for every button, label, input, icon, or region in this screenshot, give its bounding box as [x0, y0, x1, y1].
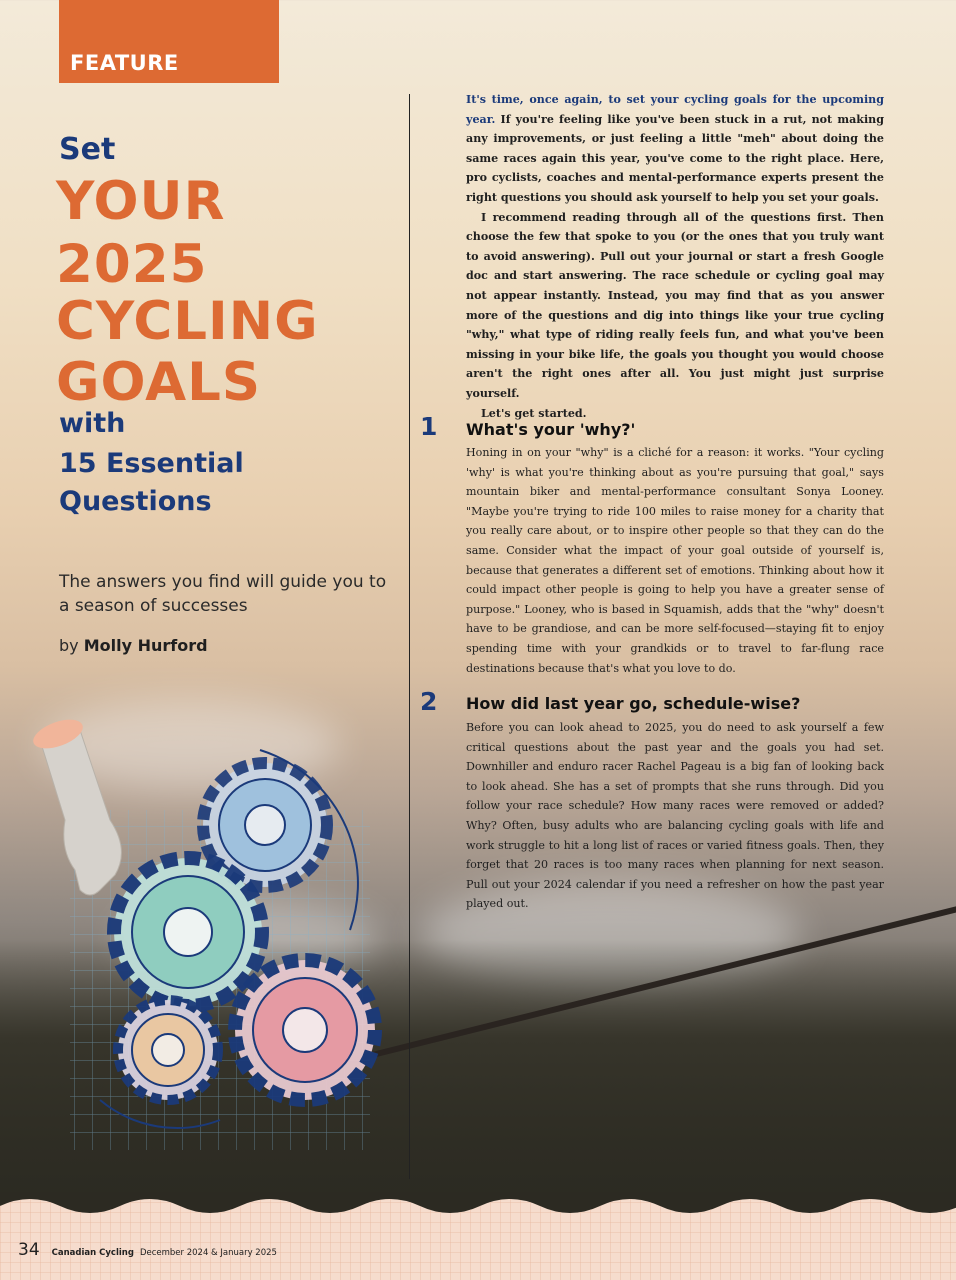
deck-text: The answers you find will guide you to a season of successes: [59, 572, 387, 616]
question-body-2: Before you can look ahead to 2025, you do need to ask yourself a few critical questions about the past year and the goals you had set. Downhiller and enduro racer Rachel Pageau is a big fan of looking back to look ahead. She has a set of prompts that she runs through. Did you follow your race schedule? How many races were removed or added? Why? Often, busy adults who are balancing cycling goals with life and work struggle to hit a long list of races or varied fitness goals. Then, they forget that 20 races is too many races when planning for next season. Pull out your 2024 calendar if you need a refresher on how the past year played out.: [466, 721, 884, 911]
title-set: Set: [59, 132, 116, 167]
intro-paragraph-1: [466, 90, 884, 208]
intro-lead: It's time, once again, to set your cycling goals for the upcoming year.: [466, 93, 884, 126]
intro-paragraph-2: I recommend reading through all of the questions first. Then choose the few that spoke to you (or the ones that you truly want to avoid answering). Pull out your journal or start a fresh Google doc and start answering. The race schedule or cycling goal may not appear instantly. Instead, you may find that as you answer more of the questions and dig into things like your true cycling "why," what type of riding really feels fun, and what you've been missing in your bike life, the goals you thought you would choose aren't the right ones after all. You just might just surprise yourself.: [466, 210, 884, 400]
title-sub-2: Questions: [59, 486, 212, 517]
intro-paragraph-3: Let's get started.: [481, 406, 587, 420]
magazine-name: Canadian Cycling: [51, 1248, 134, 1258]
issue-date: December 2024 & January 2025: [139, 1248, 277, 1258]
title-line-1: YOUR: [56, 171, 226, 232]
title-line-2: 2025: [56, 234, 208, 295]
gears-illustration: [20, 700, 400, 1160]
title-line-3: CYCLING: [56, 291, 319, 352]
byline-author: Molly Hurford: [83, 636, 208, 655]
question-heading-1: What's your 'why?': [466, 420, 636, 439]
intro-p1-rest: If you're feeling like you've been stuck in a rut, not making any improvements, or just feeling a little "meh" about doing the same races again this year, you've come to the right place. Here, pro cyclists, coaches and mental-performance experts present the right questions you should ask yourself to help you set your goals.: [466, 112, 884, 204]
title-line-4: GOALS: [56, 352, 262, 413]
section-tag-label: FEATURE: [70, 51, 179, 75]
question-body-1: Honing in on your "why" is a cliché for a reason: it works. "Your cycling 'why' is what you're thinking about as you're pursuing that goal," says mountain biker and mental-performance consultant Sonya Looney. "Maybe you're trying to ride 100 miles to raise money for a charity that you really care about, or to inspire other people so that they can do the same. Consider what the impact of your goal outside of yourself is, because that generates a different set of emotions. Thinking about how it could impact other people is going to help you have a greater sense of purpose." Looney, who is based in Squamish, adds that the "why" doesn't have to be grandiose, and can be more self-focused—staying fit to enjoy spending time with your grandkids or to travel to far-flung race destinations because that's what you love to do.: [466, 446, 884, 675]
footer-band: [0, 1192, 956, 1280]
intro-text: [466, 90, 884, 423]
byline: [59, 636, 208, 655]
column-divider: [409, 94, 410, 1179]
title-sub-1: 15 Essential: [59, 448, 244, 479]
question-number-1: 1: [420, 412, 438, 441]
section-tag: [59, 0, 279, 83]
question-number-2: 2: [420, 687, 438, 716]
byline-prefix: by: [59, 636, 79, 655]
question-heading-2: How did last year go, schedule-wise?: [466, 694, 801, 713]
page-footer: [18, 1240, 277, 1260]
title-with: with: [59, 408, 126, 439]
page-number: 34: [18, 1240, 40, 1260]
